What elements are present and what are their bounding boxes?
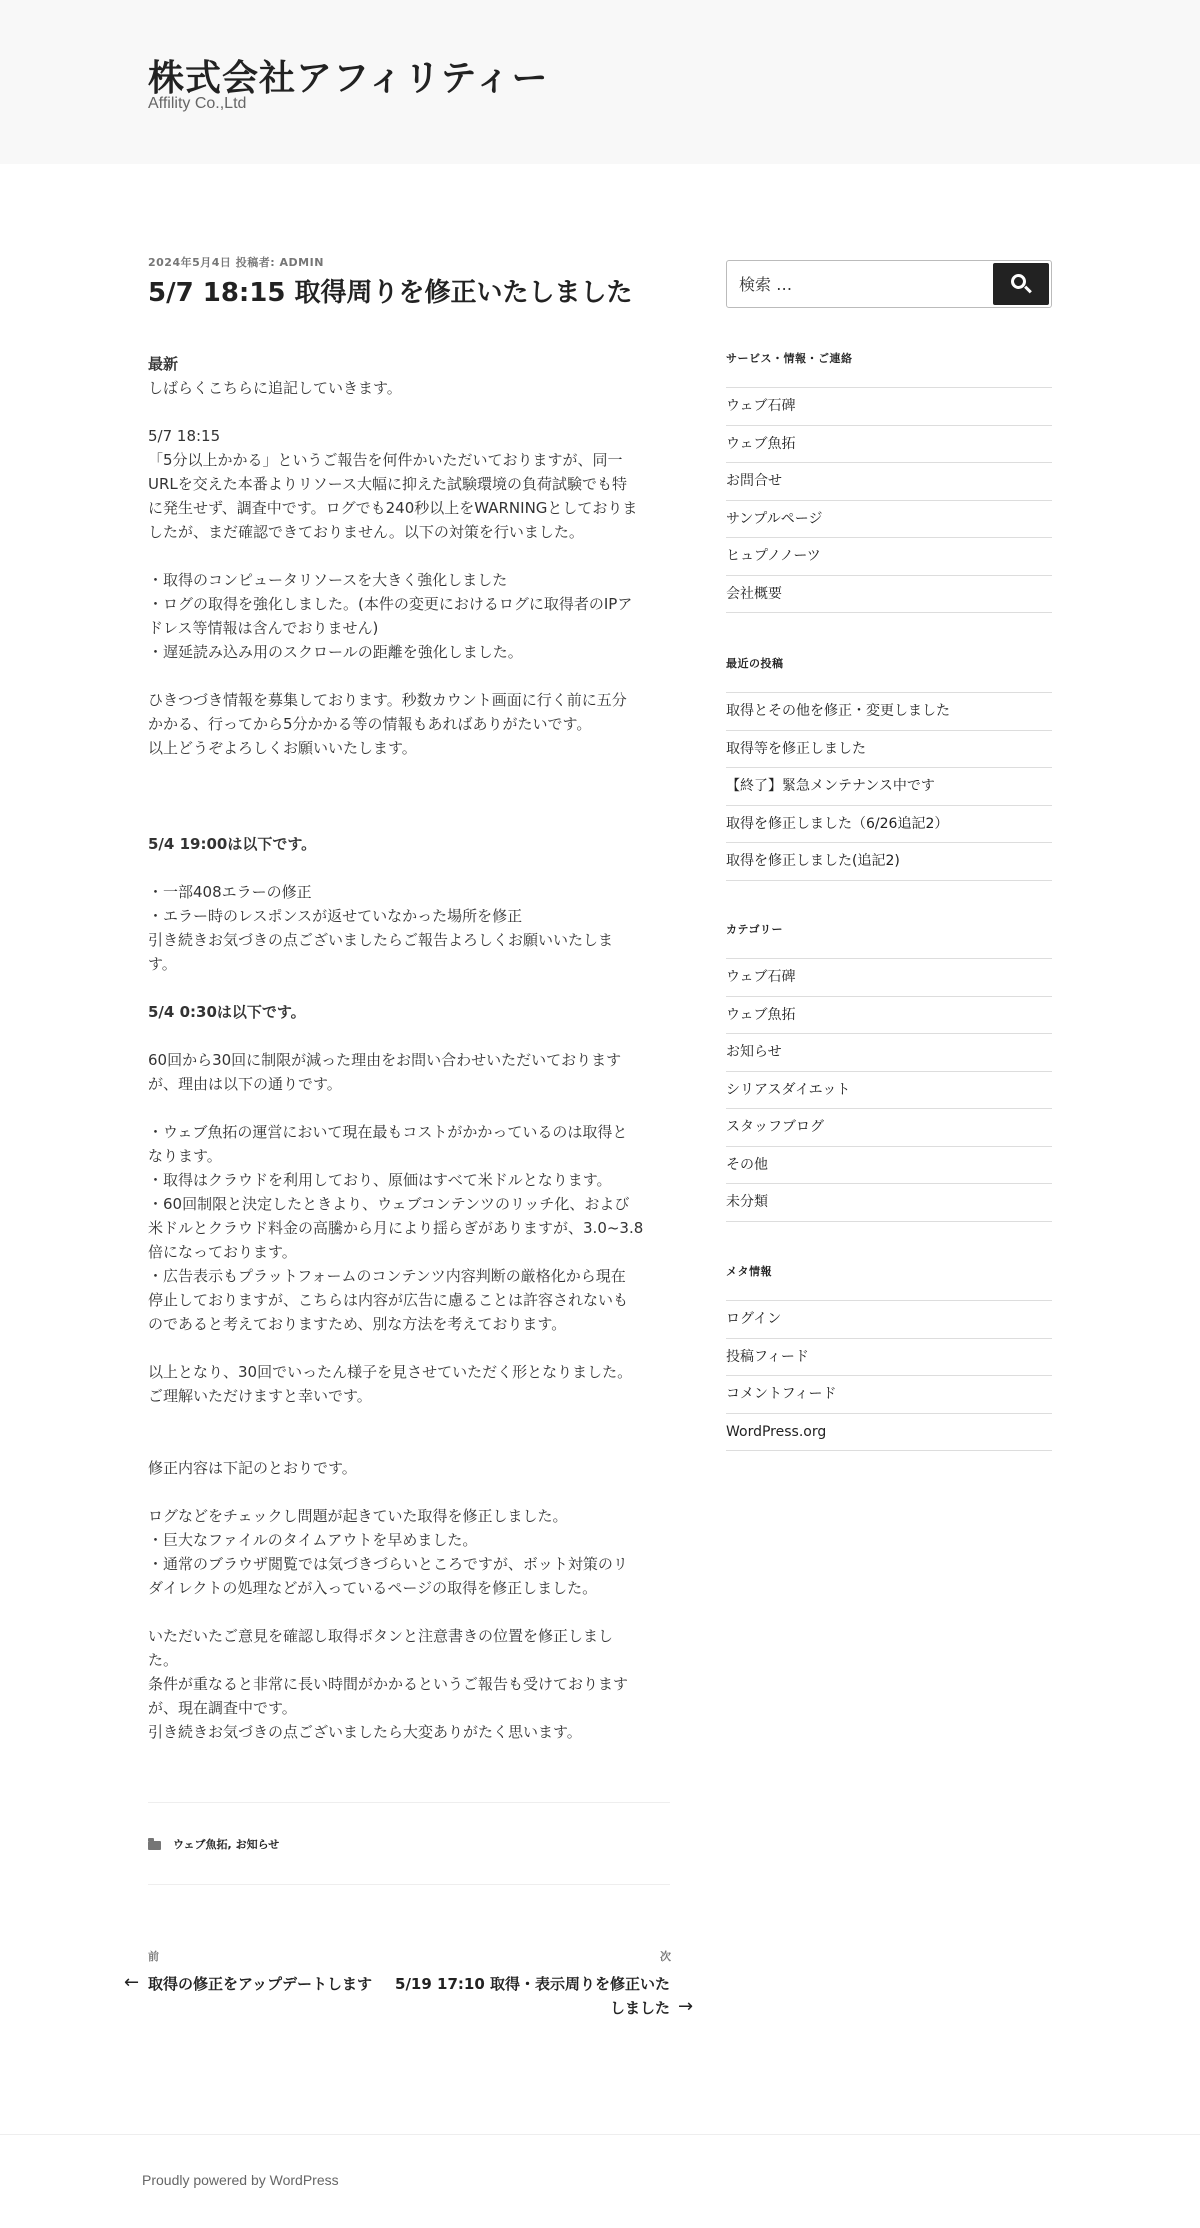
widget-title-services: サービス・情報・ご連絡 bbox=[726, 352, 853, 365]
widget-link[interactable]: 未分類 bbox=[726, 1184, 1052, 1222]
content-spacer bbox=[148, 1024, 678, 1048]
content-line: 最新 bbox=[148, 355, 179, 373]
prev-post-label: 前 bbox=[148, 1950, 159, 1963]
widget-link[interactable]: その他 bbox=[726, 1147, 1052, 1185]
content-line: 以上となり、30回でいったん様子を見させていただく形となりました。 bbox=[148, 1363, 633, 1381]
post-date[interactable]: 2024年5月4日 bbox=[148, 256, 232, 269]
content-line: ・取得のコンピュータリソースを大きく強化しました bbox=[148, 571, 508, 589]
content-line: ・遅延読み込み用のスクロールの距離を強化しました。 bbox=[148, 643, 523, 661]
content-line: 条件が重なると非常に長い時間がかかるというご報告も受けております bbox=[148, 1675, 629, 1693]
site-title[interactable]: 株式会社アフィリティー bbox=[148, 58, 549, 99]
widget-list-meta bbox=[726, 1300, 1052, 1451]
widget-link[interactable]: シリアスダイエット bbox=[726, 1072, 1052, 1110]
content-line: 引き続きお気づきの点ございましたらご報告よろしくお願いいたしま bbox=[148, 931, 614, 949]
content-spacer bbox=[148, 784, 678, 808]
content-line: ひきつづき情報を募集しております。秒数カウント画面に行く前に五分 bbox=[148, 691, 627, 709]
widget-list-services bbox=[726, 387, 1052, 613]
post-categories[interactable]: ウェブ魚拓, お知らせ bbox=[173, 1838, 280, 1851]
widget-link[interactable]: 会社概要 bbox=[726, 576, 1052, 614]
widget-link[interactable]: ウェブ石碑 bbox=[726, 388, 1052, 426]
widget-link[interactable]: ログイン bbox=[726, 1301, 1052, 1339]
widget-link[interactable]: サンプルページ bbox=[726, 501, 1052, 539]
content-line: に発生せず、調査中です。ログでも240秒以上をWARNINGとしておりま bbox=[148, 499, 638, 517]
content-line: 修正内容は下記のとおりです。 bbox=[148, 1459, 357, 1477]
site-description: Affility Co.,Ltd bbox=[148, 95, 247, 112]
entry-meta bbox=[148, 254, 324, 270]
widget-list-categories bbox=[726, 958, 1052, 1222]
content-line: ・取得はクラウドを利用しており、原価はすべて米ドルとなります。 bbox=[148, 1171, 612, 1189]
widget-link[interactable]: お知らせ bbox=[726, 1034, 1052, 1072]
widget-link[interactable]: 取得を修正しました(追記2) bbox=[726, 843, 1052, 881]
content-line: のであると考えておりますため、別な方法を考えております。 bbox=[148, 1315, 567, 1333]
widget-link[interactable]: スタッフブログ bbox=[726, 1109, 1052, 1147]
content-spacer bbox=[148, 1600, 678, 1624]
content-line: 停止しておりますが、こちらは内容が広告に慮ることは許容されないも bbox=[148, 1291, 629, 1309]
search-input[interactable] bbox=[727, 261, 991, 307]
powered-by-link[interactable]: Proudly powered by WordPress bbox=[142, 2172, 339, 2188]
content-spacer bbox=[148, 808, 678, 832]
content-spacer bbox=[148, 856, 678, 880]
content-line: ・一部408エラーの修正 bbox=[148, 883, 312, 901]
content-spacer bbox=[148, 1336, 678, 1360]
content-line: なります。 bbox=[148, 1147, 222, 1165]
next-post-link[interactable] bbox=[395, 1972, 670, 2020]
content-line: ・通常のブラウザ閲覧では気づきづらいところですが、ボット対策のリ bbox=[148, 1555, 628, 1573]
content-spacer bbox=[148, 976, 678, 1000]
entry-footer-divider bbox=[148, 1884, 670, 1885]
byline-label: 投稿者: bbox=[235, 256, 276, 269]
content-line: が、現在調査中です。 bbox=[148, 1699, 297, 1717]
arrow-left-icon: ← bbox=[124, 1972, 140, 1993]
content-spacer bbox=[148, 1480, 678, 1504]
content-spacer bbox=[148, 1432, 678, 1456]
content-line: ・ログの取得を強化しました。(本件の変更におけるログに取得者のIPア bbox=[148, 595, 633, 613]
widget-link[interactable]: 取得を修正しました（6/26追記2） bbox=[726, 806, 1052, 844]
prev-post-link[interactable]: 取得の修正をアップデートします bbox=[148, 1975, 372, 1993]
content-line: ダイレクトの処理などが入っているページの取得を修正しました。 bbox=[148, 1579, 598, 1597]
widget-link[interactable]: コメントフィード bbox=[726, 1376, 1052, 1414]
content-line: 5/4 19:00は以下です。 bbox=[148, 835, 317, 853]
widget-link[interactable]: ウェブ魚拓 bbox=[726, 426, 1052, 464]
site-footer-divider bbox=[0, 2134, 1200, 2135]
content-line: た。 bbox=[148, 1651, 179, 1669]
widget-title-recent-posts: 最近の投稿 bbox=[726, 657, 784, 670]
folder-icon bbox=[148, 1841, 161, 1850]
widget-link[interactable]: 投稿フィード bbox=[726, 1339, 1052, 1377]
content-line: ご理解いただけますと幸いです。 bbox=[148, 1387, 372, 1405]
entry-footer-divider bbox=[148, 1802, 670, 1803]
next-post-title-line[interactable]: 5/19 17:10 取得・表示周りを修正いた bbox=[395, 1975, 670, 1993]
next-post-label: 次 bbox=[660, 1950, 671, 1963]
content-line: す。 bbox=[148, 955, 177, 973]
content-line: 5/7 18:15 bbox=[148, 427, 221, 445]
content-line: 引き続きお気づきの点ございましたら大変ありがたく思います。 bbox=[148, 1723, 582, 1741]
post-title: 5/7 18:15 取得周りを修正いたしました bbox=[148, 278, 633, 308]
content-line: ・広告表示もプラットフォームのコンテンツ内容判断の厳格化から現在 bbox=[148, 1267, 626, 1285]
content-line: 以上どうぞよろしくお願いいたします。 bbox=[148, 739, 417, 757]
content-line: かかる、行ってから5分かかる等の情報もあればありがたいです。 bbox=[148, 715, 592, 733]
arrow-right-icon: → bbox=[678, 1996, 694, 2017]
site-header bbox=[0, 0, 1200, 164]
next-post-title-line[interactable]: しました bbox=[609, 1999, 670, 2017]
content-line: URLを交えた本番よりリソース大幅に抑えた試験環境の負荷試験でも特 bbox=[148, 475, 628, 493]
content-spacer bbox=[148, 1096, 678, 1120]
content-line: 倍になっております。 bbox=[148, 1243, 297, 1261]
content-line: いただいたご意見を確認し取得ボタンと注意書きの位置を修正しまし bbox=[148, 1627, 614, 1645]
widget-link[interactable]: お問合せ bbox=[726, 463, 1052, 501]
widget-list-recent-posts bbox=[726, 692, 1052, 881]
post-content bbox=[148, 352, 678, 1744]
search-form bbox=[726, 260, 1052, 308]
content-spacer bbox=[148, 664, 678, 688]
widget-link[interactable]: 取得等を修正しました bbox=[726, 731, 1052, 769]
content-spacer bbox=[148, 544, 678, 568]
content-line: ・60回制限と決定したときより、ウェブコンテンツのリッチ化、および bbox=[148, 1195, 630, 1213]
widget-title-categories: カテゴリー bbox=[726, 923, 784, 936]
content-line: したが、まだ確認できておりません。以下の対策を行いました。 bbox=[148, 523, 584, 541]
content-line: ・ウェブ魚拓の運営において現在最もコストがかかっているのは取得と bbox=[148, 1123, 628, 1141]
content-spacer bbox=[148, 1408, 678, 1432]
widget-link[interactable]: 【終了】緊急メンテナンス中です bbox=[726, 768, 1052, 806]
post-author[interactable]: ADMIN bbox=[279, 256, 324, 269]
search-button[interactable] bbox=[993, 263, 1049, 305]
content-line: ・エラー時のレスポンスが返せていなかった場所を修正 bbox=[148, 907, 523, 925]
content-line: ・巨大なファイルのタイムアウトを早めました。 bbox=[148, 1531, 478, 1549]
content-line: 60回から30回に制限が減った理由をお問い合わせいただいております bbox=[148, 1051, 622, 1069]
content-line: が、理由は以下の通りです。 bbox=[148, 1075, 342, 1093]
category-links bbox=[148, 1836, 279, 1852]
content-line: ドレス等情報は含んでおりません) bbox=[148, 619, 379, 637]
content-line: ログなどをチェックし問題が起きていた取得を修正しました。 bbox=[148, 1507, 568, 1525]
content-line: 「5分以上かかる」というご報告を何件かいただいておりますが、同一 bbox=[148, 451, 623, 469]
content-line: しばらくこちらに追記していきます。 bbox=[148, 379, 402, 397]
content-spacer bbox=[148, 400, 678, 424]
widget-link[interactable]: 取得とその他を修正・変更しました bbox=[726, 693, 1052, 731]
widget-title-meta: メタ情報 bbox=[726, 1265, 772, 1278]
content-line: 米ドルとクラウド料金の高騰から月により揺らぎがありますが、3.0~3.8 bbox=[148, 1219, 644, 1237]
widget-link[interactable]: ウェブ魚拓 bbox=[726, 997, 1052, 1035]
widget-link[interactable]: ウェブ石碑 bbox=[726, 959, 1052, 997]
widget-link[interactable]: ヒュプノノーツ bbox=[726, 538, 1052, 576]
content-spacer bbox=[148, 760, 678, 784]
content-line: 5/4 0:30は以下です。 bbox=[148, 1003, 306, 1021]
widget-link[interactable]: WordPress.org bbox=[726, 1414, 1052, 1452]
